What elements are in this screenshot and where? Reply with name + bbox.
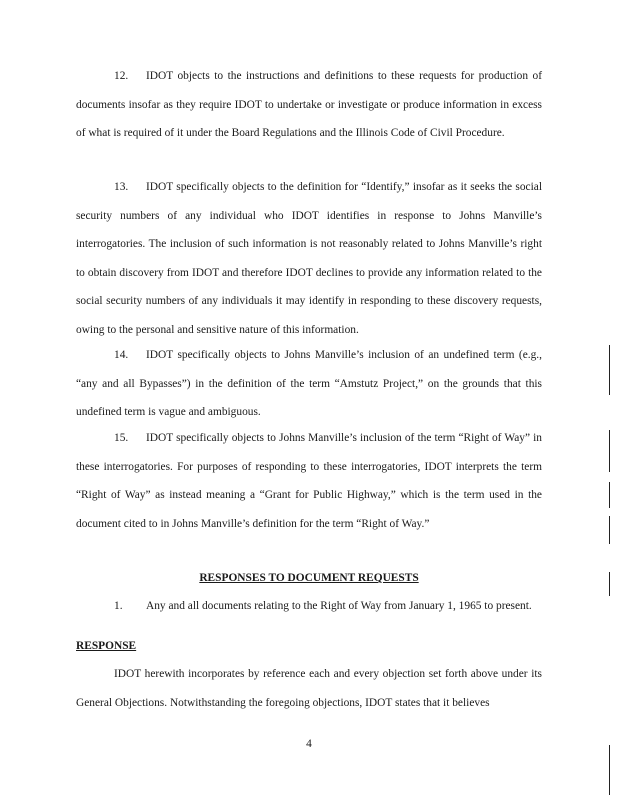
paragraph-text: IDOT objects to the instructions and definitions to these requests for production of documents insofar as they require IDOT to undertake or investigate or produce information in excess of what is required of it under the Board Regulations and the Illinois Code of Civil Procedure. <box>76 70 542 140</box>
paragraph-number: 13. <box>114 181 129 193</box>
response-label: RESPONSE <box>76 640 137 652</box>
revision-change-bar <box>609 572 610 596</box>
paragraph-number: 14. <box>114 349 129 361</box>
paragraph-number: 15. <box>114 432 129 444</box>
request-number: 1. <box>114 600 123 612</box>
objection-paragraph-13 <box>76 173 542 345</box>
paragraph-text: IDOT specifically objects to Johns Manville’s inclusion of an undefined term (e.g., “any and all Bypasses”) in the definition of the term “Amstutz Project,” on the grounds that this undefined term is vague and ambiguous. <box>76 349 542 419</box>
request-text: Any and all documents relating to the Right of Way from January 1, 1965 to present. <box>146 600 532 612</box>
revision-change-bar <box>609 516 610 544</box>
revision-change-bar <box>609 745 610 795</box>
response-paragraph: IDOT herewith incorporates by reference each and every objection set forth above under its General Objections. Notwithstanding the foregoing objections, IDOT states that it believes <box>76 668 542 709</box>
objection-paragraph-14 <box>76 341 542 427</box>
section-heading: RESPONSES TO DOCUMENT REQUESTS <box>199 572 419 584</box>
paragraph-number: 12. <box>114 70 129 82</box>
revision-change-bar <box>609 482 610 508</box>
revision-change-bar <box>609 430 610 472</box>
page-number: 4 <box>306 738 312 750</box>
revision-change-bar <box>609 345 610 395</box>
document-request-1 <box>76 599 542 614</box>
objection-paragraph-12 <box>76 62 542 148</box>
paragraph-text: IDOT specifically objects to Johns Manville’s inclusion of the term “Right of Way” in these interrogatories. For purposes of responding to these interrogatories, IDOT interprets the term “Right of Way” as instead meaning a “Grant for Public Highway,” which is the term used in the document cited to in Johns Manville’s definition for the term “Right of Way.” <box>76 432 542 530</box>
objection-paragraph-15 <box>76 424 542 538</box>
paragraph-text: IDOT specifically objects to the definition for “Identify,” insofar as it seeks the social security numbers of any individual who IDOT identifies in response to Johns Manville’s interrogatories. The inclusion of such information is not reasonably related to Johns Manville’s right to obtain discovery from IDOT and therefore IDOT declines to provide any information related to the social security numbers of any individuals it may identify in responding to these discovery requests, owing to the personal and sensitive nature of this information. <box>76 181 542 336</box>
